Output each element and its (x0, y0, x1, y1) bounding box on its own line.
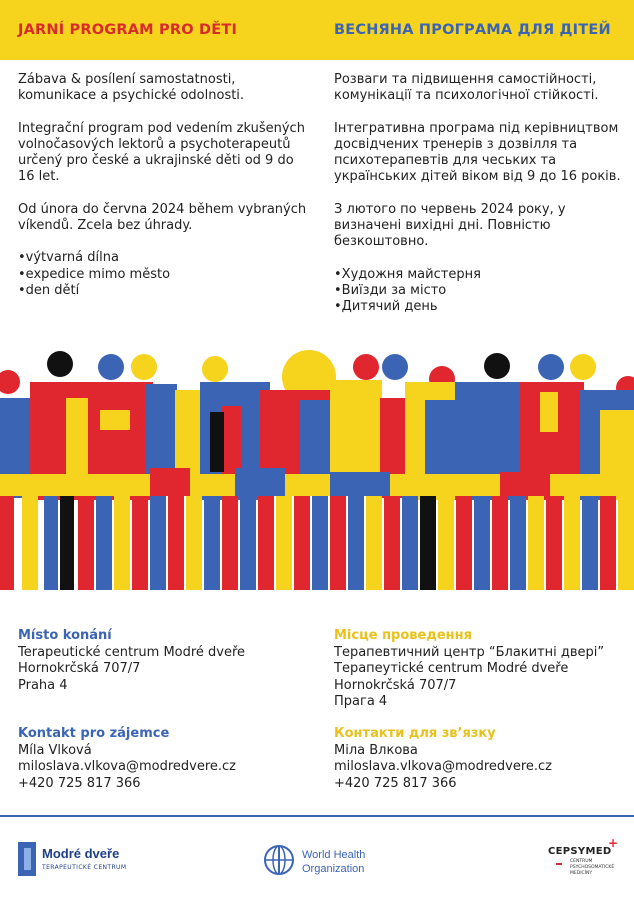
czech-title: JARNÍ PROGRAM PRO DĚTI (18, 22, 238, 38)
contact-name: Міла Влкова (334, 743, 418, 758)
door-icon (18, 842, 36, 876)
venue-line: Hornokrčská 707/7 (18, 661, 141, 677)
ukrainian-venue (334, 628, 634, 710)
modre-dvere-name: Modré dveře (42, 846, 120, 861)
modre-dvere-logo (18, 840, 148, 880)
czech-paragraph-2: Integrační program pod vedením zkušených volnočasových lektorů a psychoterapeutů určený pro české a ukrajinské děti od 9 do 16 let. (18, 120, 305, 185)
cepsymed-sub-3: MEDICÍNY (570, 871, 593, 876)
contact-phone[interactable]: +420 725 817 366 (18, 775, 141, 791)
czech-venue (18, 628, 318, 694)
globe-icon (262, 843, 296, 877)
venue-line: Praha 4 (18, 677, 68, 693)
list-item: • Дитячий день (334, 299, 624, 315)
cepsymed-logo (548, 836, 628, 882)
footer-divider (0, 815, 634, 817)
czech-venue-heading: Místo konání (18, 628, 112, 643)
czech-activity-list (18, 250, 308, 299)
list-item: • Художня майстерня (334, 267, 624, 283)
venue-line: Прага 4 (334, 693, 388, 709)
ukrainian-paragraph-3: З лютого по червень 2024 року, у визначені вихідні дні. Повністю безкоштовно. (334, 201, 566, 250)
ukrainian-title: ВЕСНЯНА ПРОГРАМА ДЛЯ ДІТЕЙ (334, 22, 611, 38)
minus-icon (556, 863, 562, 865)
contact-email[interactable]: miloslava.vlkova@modredvere.cz (18, 759, 236, 775)
who-name-line1: World Health (302, 849, 366, 861)
ukrainian-paragraph-2: Інтегративна програма під керівництвом досвідчених тренерів з дозвілля та психотерапевтів для чеських та українських дітей віком від 9 до 16 років. (334, 120, 621, 185)
czech-intro (18, 72, 308, 299)
list-item: • expedice mimo město (18, 267, 308, 283)
list-item: • den dětí (18, 283, 308, 299)
modre-dvere-subtitle: TERAPEUTICKÉ CENTRUM (42, 864, 127, 871)
czech-contact-heading: Kontakt pro zájemce (18, 726, 170, 741)
plus-icon: + (608, 836, 619, 850)
ukrainian-paragraph-1: Розваги та підвищення самостійності, комунікації та психологічної стійкості. (334, 72, 599, 104)
ukrainian-contact (334, 726, 634, 792)
contact-phone[interactable]: +420 725 817 366 (334, 775, 457, 791)
venue-line: Терапеутické centrum Modré dveře (334, 661, 569, 677)
cepsymed-sub-1: CENTRUM (570, 859, 593, 864)
cepsymed-name: CEPSYMED (548, 846, 612, 857)
ukrainian-venue-heading: Місце проведення (334, 628, 472, 643)
who-logo (262, 843, 382, 879)
list-item: • výtvarná dílna (18, 250, 308, 266)
contact-name: Míla Vlková (18, 743, 92, 758)
ukrainian-contact-heading: Контакти для зв’язку (334, 726, 496, 741)
czech-contact (18, 726, 318, 792)
list-item: • Виїзди за місто (334, 283, 624, 299)
crowd-illustration (0, 350, 634, 590)
ukrainian-activity-list (334, 267, 624, 316)
ukrainian-intro (334, 72, 624, 316)
who-name-line2: Organization (302, 863, 365, 875)
venue-line: Terapeutické centrum Modré dveře (18, 645, 246, 660)
venue-line: Hornokrčská 707/7 (334, 677, 457, 693)
contact-email[interactable]: miloslava.vlkova@modredvere.cz (334, 759, 552, 775)
czech-paragraph-3: Od února do června 2024 během vybraných víkendů. Zcela bez úhrady. (18, 201, 307, 234)
czech-paragraph-1: Zábava & posílení samostatnosti, komunikace a psychické odolnosti. (18, 72, 245, 104)
venue-line: Терапевтичний центр “Блакитні двері” (334, 645, 605, 660)
cepsymed-sub-2: PSYCHOSOMATICKÉ (570, 865, 615, 870)
